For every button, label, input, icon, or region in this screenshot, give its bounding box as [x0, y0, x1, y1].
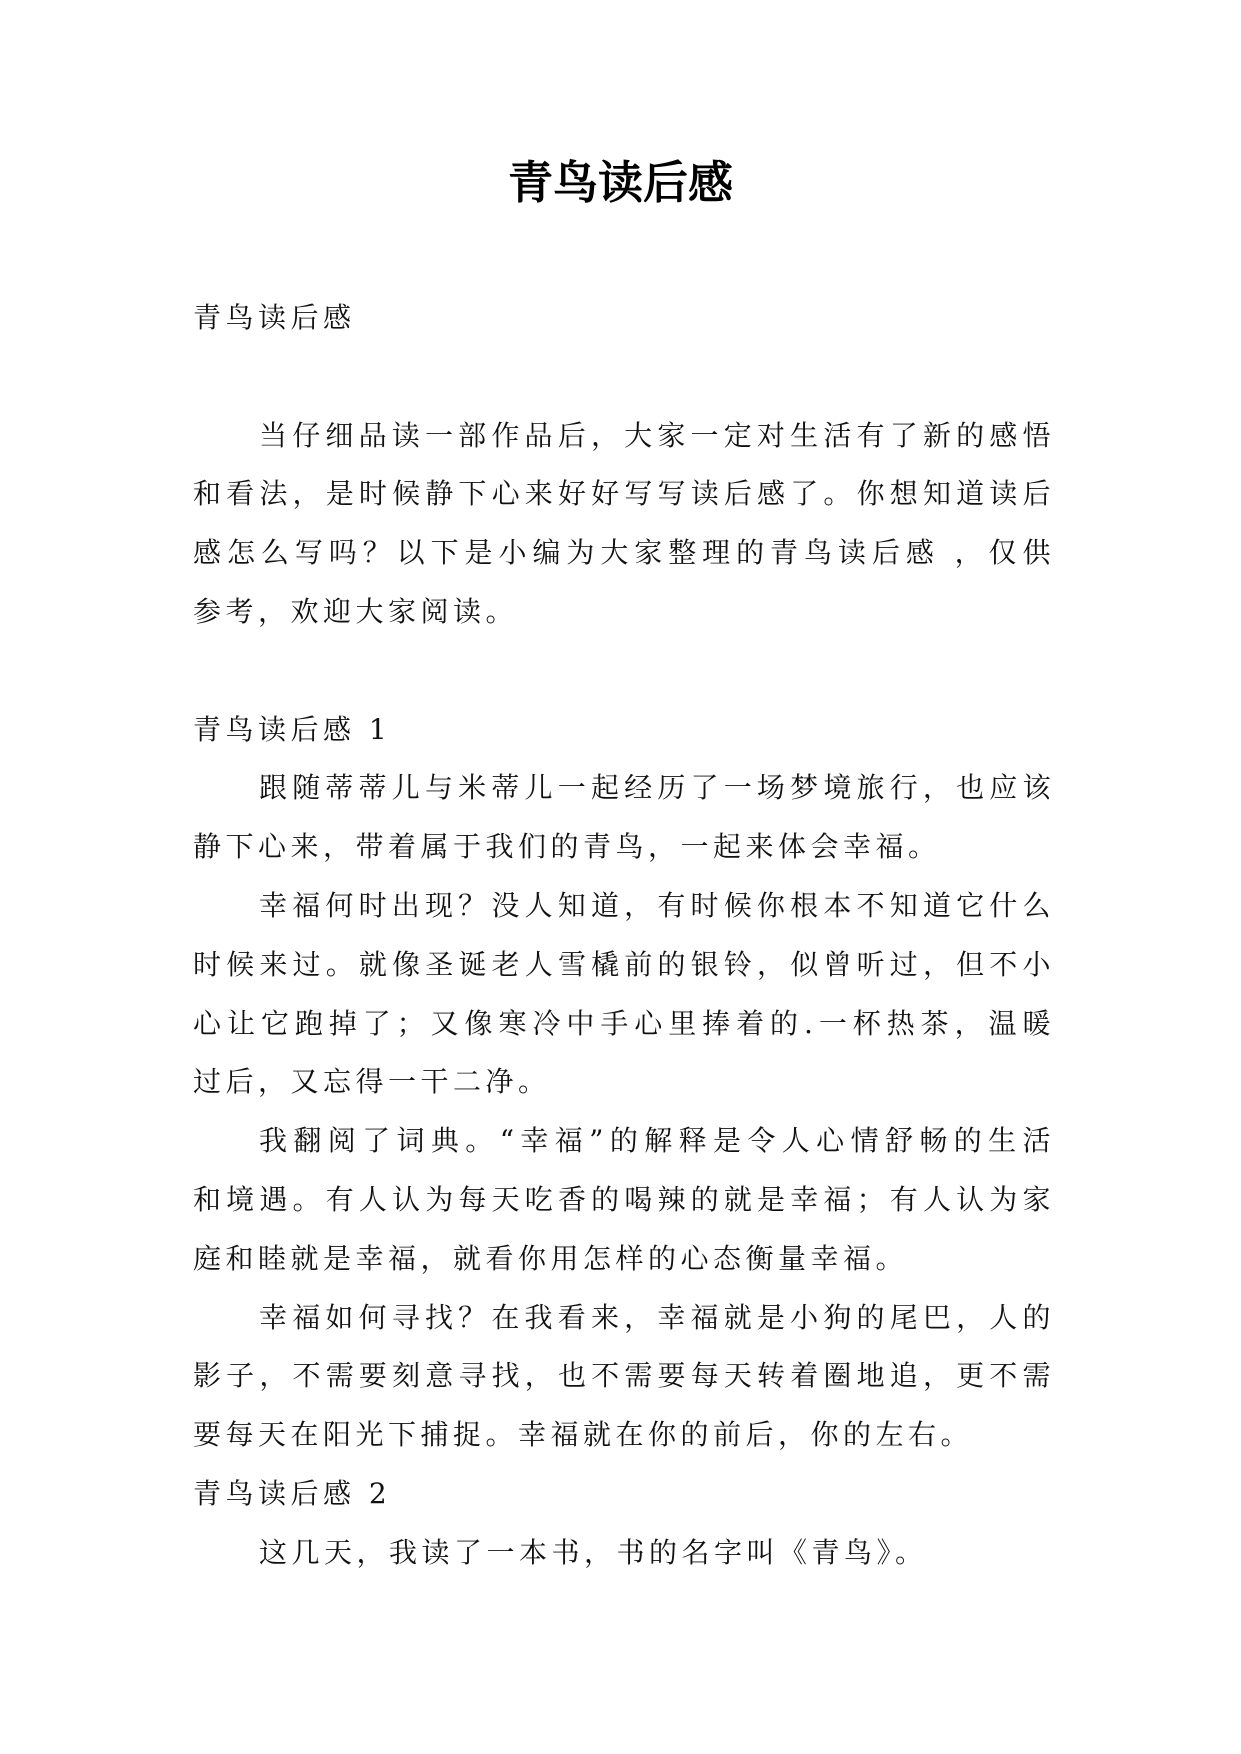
- paragraph-line: 参考，欢迎大家阅读。: [193, 594, 519, 628]
- section-1-paragraph-2: [193, 877, 1055, 1112]
- document-subtitle: 青鸟读后感: [193, 301, 356, 334]
- paragraph-line: 这几天，我读了一本书，书的名字叫《青鸟》。: [259, 1535, 928, 1569]
- paragraph-line: 时候来过。就像圣诞老人雪橇前的银铃，似曾听过，但不小: [193, 947, 1055, 981]
- section-2-paragraph-1: [193, 1524, 1055, 1583]
- section-heading: 青鸟读后感 1: [193, 712, 392, 746]
- intro-paragraph: [193, 407, 1055, 642]
- section-2: [193, 1465, 1055, 1583]
- section-heading: 青鸟读后感 2: [193, 1476, 392, 1510]
- blank-line: [193, 642, 1055, 701]
- paragraph-line: 当仔细品读一部作品后，大家一定对生活有了新的感悟: [259, 418, 1055, 452]
- section-1: [193, 701, 1055, 1465]
- section-1-paragraph-1: [193, 759, 1055, 877]
- paragraph-line: 感怎么写吗？以下是小编为大家整理的青鸟读后感 ，仅供: [193, 536, 1055, 570]
- section-1-paragraph-3: [193, 1112, 1055, 1288]
- paragraph-line: 过后，又忘得一干二净。: [193, 1065, 551, 1099]
- paragraph-line: 我翻阅了词典。“幸福”的解释是令人心情舒畅的生活: [259, 1124, 1055, 1158]
- section-1-paragraph-4: [193, 1289, 1055, 1465]
- paragraph-line: 幸福何时出现？没人知道，有时候你根本不知道它什么: [259, 888, 1055, 922]
- paragraph-line: 跟随蒂蒂儿与米蒂儿一起经历了一场梦境旅行，也应该: [259, 771, 1055, 805]
- blank-line: [193, 348, 1055, 407]
- document-body: [193, 289, 1055, 1583]
- paragraph-line: 幸福如何寻找？在我看来，幸福就是小狗的尾巴，人的: [259, 1300, 1055, 1334]
- paragraph-line: 影子，不需要刻意寻找，也不需要每天转着圈地追，更不需: [193, 1359, 1055, 1393]
- paragraph-line: 庭和睦就是幸福，就看你用怎样的心态衡量幸福。: [193, 1241, 909, 1275]
- paragraph-line: 心让它跑掉了；又像寒冷中手心里捧着的.一杯热茶，温暖: [193, 1006, 1055, 1040]
- paragraph-line: 和看法，是时候静下心来好好写写读后感了。你想知道读后: [193, 477, 1055, 511]
- paragraph-line: 要每天在阳光下捕捉。幸福就在你的前后，你的左右。: [193, 1418, 974, 1452]
- paragraph-line: 和境遇。有人认为每天吃香的喝辣的就是幸福；有人认为家: [193, 1182, 1055, 1216]
- paragraph-line: 静下心来，带着属于我们的青鸟，一起来体会幸福。: [193, 830, 941, 864]
- document-title: 青鸟读后感: [507, 156, 733, 209]
